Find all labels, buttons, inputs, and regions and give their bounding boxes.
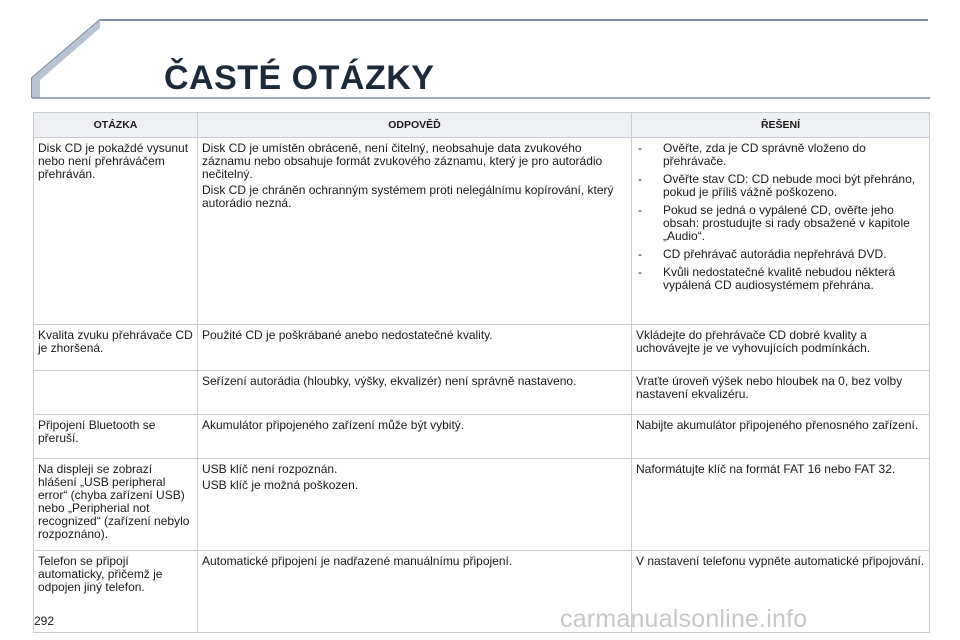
answer-cell [198,325,632,371]
bullet-dash: - [638,203,642,217]
question-text: Připojení Bluetooth se přeruší. [38,418,156,445]
question-cell [34,459,198,551]
answer-text: Seřízení autorádia (hloubky, výšky, ekvalizér) není správně nastaveno. [202,374,577,388]
solution-text: Pokud se jedná o vypálené CD, ověřte jeho obsah: prostudujte si rady obsažené v kapitole „Audio“. [663,203,910,243]
answer-cell [198,138,632,325]
question-text: Na displeji se zobrazí hlášení „USB peripheral error“ (chyba zařízení USB) nebo „Peripherial not recognized“ (zařízení nebylo rozpoznáno). [38,462,190,541]
solution-text: Nabijte akumulátor připojeného přenosného zařízení. [636,418,919,432]
question-text: Telefon se připojí automaticky, přičemž je odpojen jiný telefon. [38,554,163,594]
bullet-dash: - [638,172,642,186]
question-text: Disk CD je pokaždé vysunut nebo není přehráváčem přehráván. [38,141,189,181]
answer-text: Disk CD je umístěn obráceně, není čitelný, neobsahuje data zvukového záznamu nebo obsahuje formát zvukového záznamu, který je pro autorádio nečitelný. [202,141,603,181]
table-row [34,325,930,371]
solution-cell [632,371,930,415]
table-row [34,459,930,551]
solution-cell [632,459,930,551]
solution-text: Naformátujte klíč na formát FAT 16 nebo FAT 32. [636,462,896,476]
bullet-dash: - [638,141,642,155]
question-cell [34,138,198,325]
solution-text: V nastavení telefonu vypněte automatické připojování. [636,554,925,568]
question-cell [34,415,198,459]
answer-text: USB klíč je možná poškozen. [202,478,359,492]
solution-cell [632,325,930,371]
solution-text: Vkládejte do přehrávače CD dobré kvality a uchovávejte je ve vyhovujících podmínkách. [636,328,871,355]
watermark: carmanualsonline.info [560,605,808,633]
list-item [636,173,925,199]
table-header-row [34,113,930,138]
faq-table [33,112,930,633]
bullet-dash: - [638,247,642,261]
list-item [636,204,925,243]
list-item [636,266,925,292]
page-header [30,6,930,100]
column-header-solution: ŘEŠENÍ [632,113,930,138]
answer-text: Disk CD je chráněn ochranným systémem proti nelegálnímu kopírování, který autorádio nezná. [202,183,614,210]
answer-text: USB klíč není rozpoznán. [202,462,338,476]
question-cell [34,551,198,633]
list-item [636,248,925,261]
column-header-question: OTÁZKA [34,113,198,138]
column-header-answer: ODPOVĚĎ [198,113,632,138]
answer-text: Automatické připojení je nadřazené manuálnímu připojení. [202,554,513,568]
question-cell [34,325,198,371]
answer-text: Akumulátor připojeného zařízení může být vybitý. [202,418,465,432]
page-title: ČASTÉ OTÁZKY [164,59,435,97]
answer-text: Použité CD je poškrábané anebo nedostatečné kvality. [202,328,493,342]
table-row [34,371,930,415]
solution-text: Kvůli nedostatečné kvalitě nebudou některá vypálená CD audiosystémem přehrána. [663,265,896,292]
answer-cell [198,459,632,551]
solution-cell [632,415,930,459]
solution-cell [632,138,930,325]
question-text: Kvalita zvuku přehrávače CD je zhoršená. [38,328,193,355]
solution-text: Vraťte úroveň výšek nebo hloubek na 0, bez volby nastavení ekvalizéru. [636,374,903,401]
answer-cell [198,371,632,415]
page-number: 292 [34,614,55,628]
table-row [34,415,930,459]
bullet-dash: - [638,265,642,279]
question-cell-continued [34,371,198,415]
table-row [34,138,930,325]
solution-list [636,142,925,292]
solution-text: CD přehrávač autorádia nepřehrává DVD. [663,247,887,261]
list-item [636,142,925,168]
answer-cell [198,415,632,459]
solution-text: Ověřte, zda je CD správně vloženo do přehrávače. [663,141,866,168]
solution-text: Ověřte stav CD: CD nebude moci být přehráno, pokud je příliš vážně poškozeno. [663,172,916,199]
